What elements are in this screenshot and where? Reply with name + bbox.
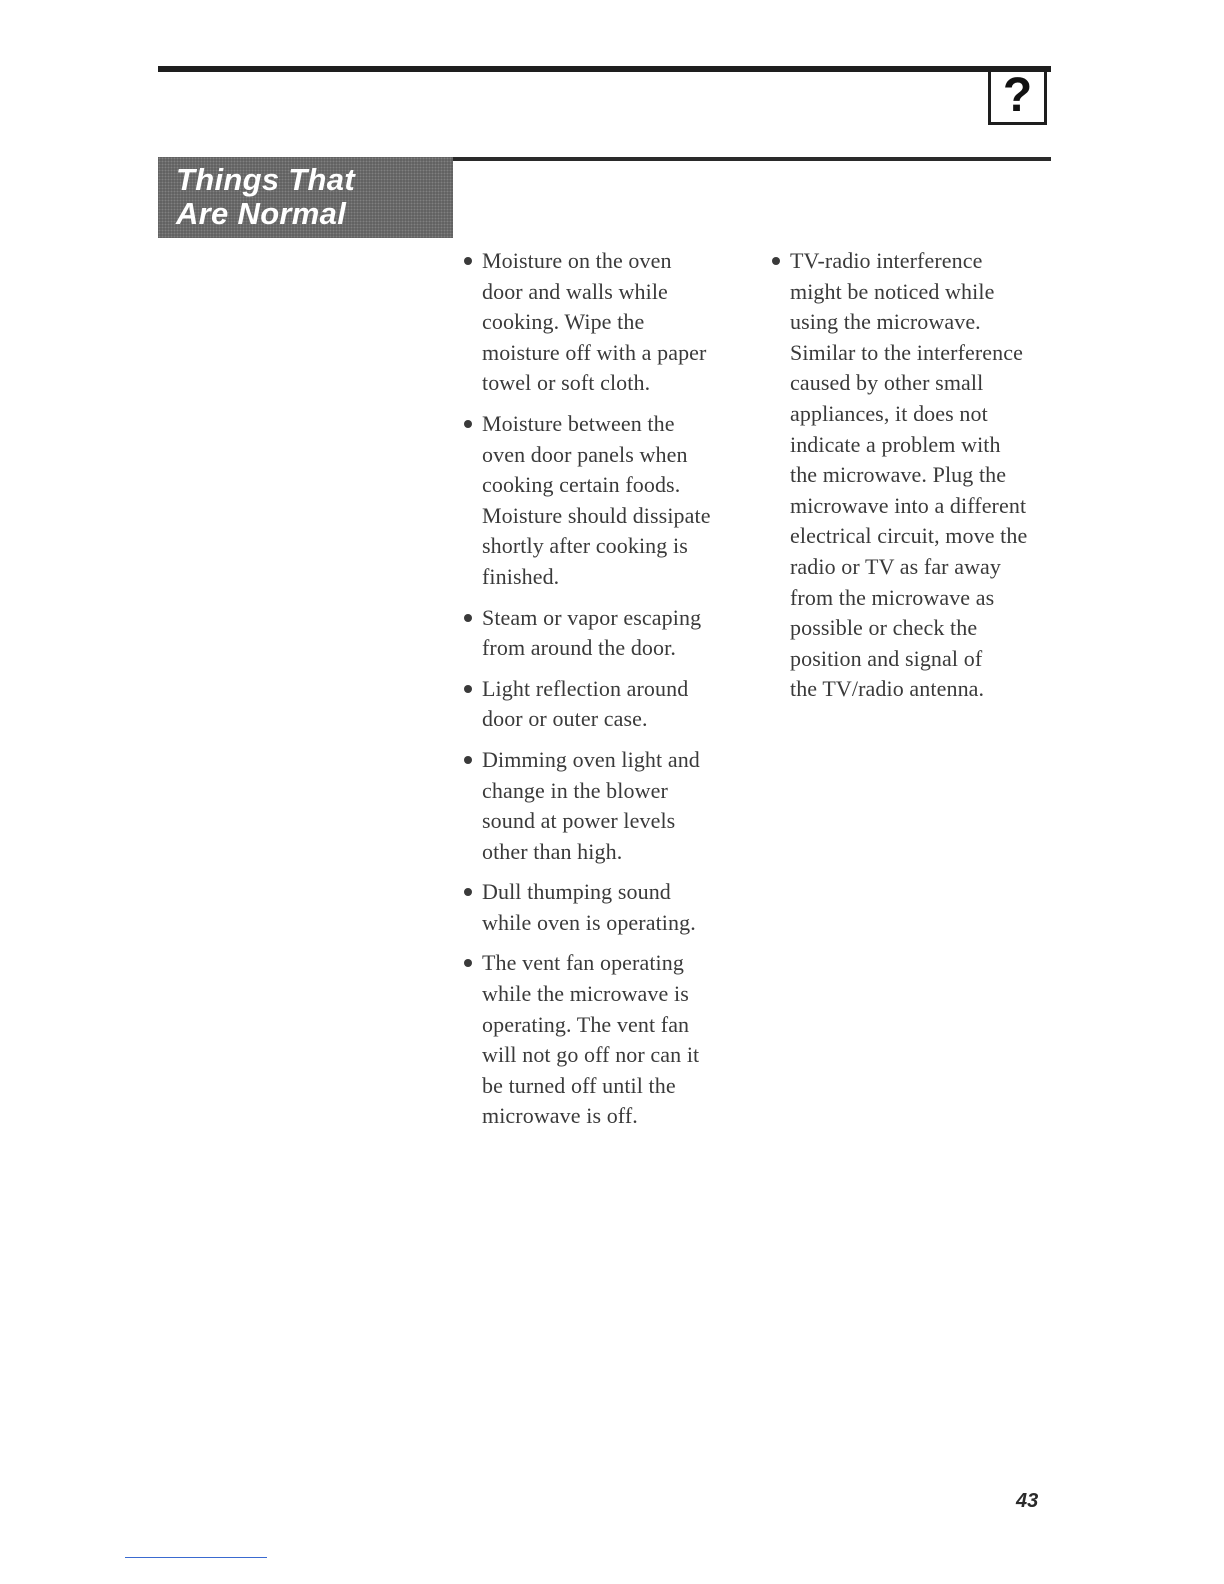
list-item-text: Dull thumping sound while oven is operating. [482, 879, 696, 935]
list-item-text: Moisture on the oven door and walls while cooking. Wipe the moisture off with a paper towel or soft cloth. [482, 248, 707, 396]
bullet-icon [464, 888, 472, 896]
footer-rule [125, 1557, 267, 1558]
list-item [770, 246, 1070, 705]
list-item [462, 603, 752, 664]
right-column [770, 246, 1070, 715]
list-item-text: The vent fan operating while the microwave is operating. The vent fan will not go off nor can it be turned off until the microwave is off. [482, 950, 700, 1129]
help-box [988, 66, 1047, 125]
bullet-icon [464, 756, 472, 764]
section-heading [158, 157, 453, 238]
question-mark-icon: ? [1002, 69, 1033, 122]
list-item [462, 674, 752, 735]
bullet-icon [772, 257, 780, 265]
section-title-line-1: Things That [176, 162, 355, 197]
bullet-icon [464, 959, 472, 967]
top-rule [158, 66, 1051, 72]
list-item-text: TV-radio interference might be noticed while using the microwave. Similar to the interference caused by other small appliances, it does not indicate a problem with the microwave. Plug the microwave into a different electrical circuit, move the radio or TV as far away from the microwave as possible or check the position and signal of the TV/radio antenna. [790, 248, 1028, 702]
left-column [462, 246, 752, 1142]
bullet-icon [464, 614, 472, 622]
list-item [462, 246, 752, 399]
section-title-line-2: Are Normal [176, 196, 347, 231]
bullet-icon [464, 257, 472, 265]
bullet-icon [464, 420, 472, 428]
list-item-text: Moisture between the oven door panels when cooking certain foods. Moisture should dissipate shortly after cooking is finished. [482, 410, 711, 589]
list-item [462, 877, 752, 938]
list-item-text: Light reflection around door or outer case. [482, 675, 689, 732]
list-item [462, 745, 752, 867]
page-number: 43 [1016, 1490, 1039, 1512]
list-item-text: Dimming oven light and change in the blower sound at power levels other than high. [482, 746, 700, 864]
list-item-text: Steam or vapor escaping from around the door. [482, 604, 702, 661]
list-item [462, 948, 752, 1132]
list-item [462, 409, 752, 593]
bullet-icon [464, 685, 472, 693]
